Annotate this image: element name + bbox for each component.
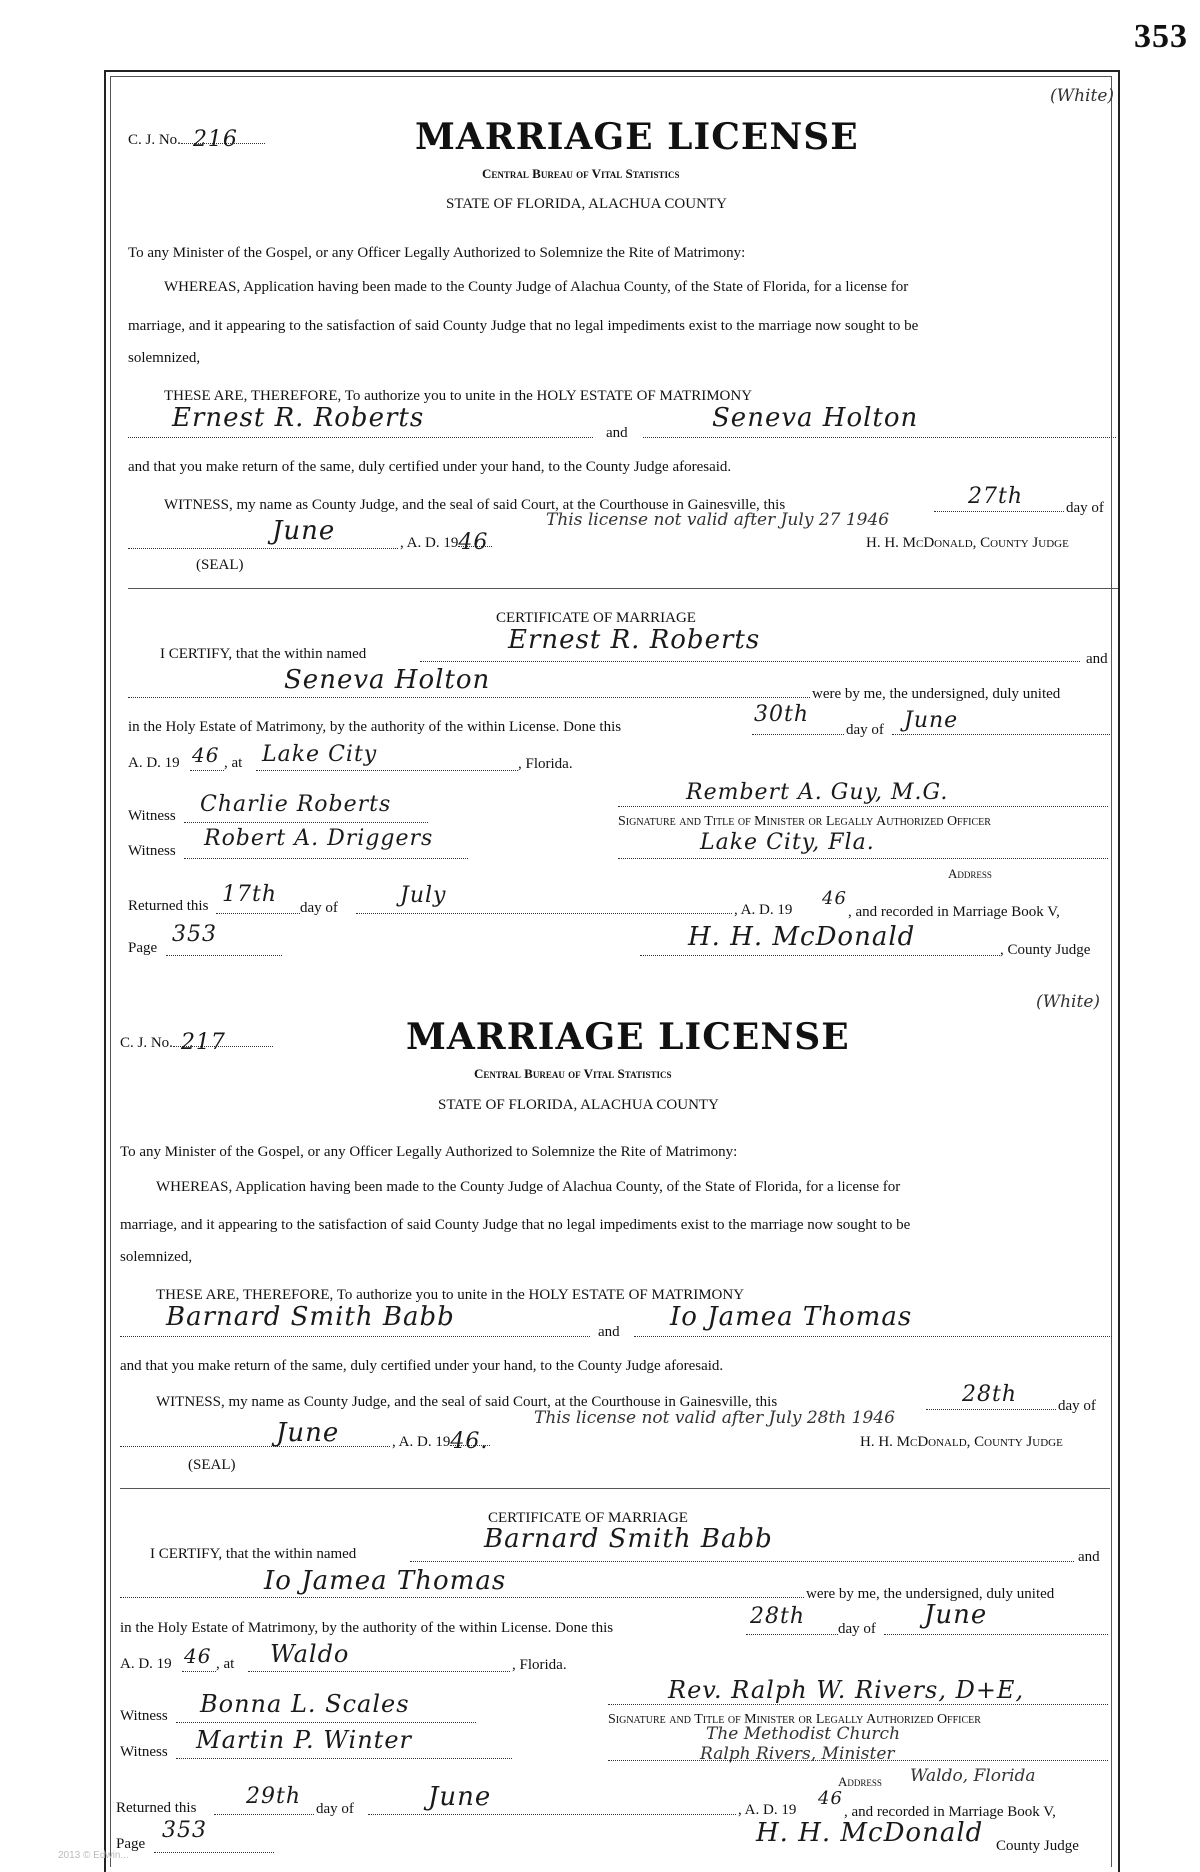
page-label: Page <box>128 940 158 956</box>
cert-bride-name: Seneva Holton <box>284 665 491 695</box>
returned-year: 46 <box>818 1788 843 1809</box>
validity-note: This license not valid after July 27 1946 <box>546 510 890 530</box>
recorded-label: , A. D. 19 <box>734 902 793 918</box>
united-label: were by me, the undersigned, duly united <box>812 686 1061 702</box>
witness-1-name: Bonna L. Scales <box>200 1690 410 1718</box>
officer-address: Waldo, Florida <box>910 1766 1036 1786</box>
judge-signature: H. H. McDonald <box>756 1818 984 1848</box>
judge-signature: H. H. McDonald <box>688 922 916 952</box>
cert-place: Lake City <box>262 742 378 767</box>
florida-label: , Florida. <box>518 756 573 772</box>
returned-month: July <box>400 883 447 908</box>
day-of-label: day of <box>838 1621 876 1637</box>
recorded-tail: , and recorded in Marriage Book V, <box>848 904 1060 920</box>
state-line: STATE OF FLORIDA, ALACHUA COUNTY <box>438 1097 719 1113</box>
whereas-line-1: WHEREAS, Application having been made to the County Judge of Alachua County, of the State of Florida, for a license for <box>164 279 909 295</box>
certify-label: I CERTIFY, that the within named <box>160 646 367 662</box>
returned-month: June <box>428 1782 492 1812</box>
bureau-line: Central Bureau of Vital Statistics <box>474 1066 672 1081</box>
holy-estate-line: in the Holy Estate of Matrimony, by the authority of the within License. Done this <box>128 719 622 735</box>
and-label: and <box>598 1324 620 1340</box>
returned-day-of-label: day of <box>316 1801 354 1817</box>
whereas-line-2: marriage, and it appearing to the satisfaction of said County Judge that no legal impediments exist to the marriage now sought to be <box>120 1217 911 1233</box>
officer-caption: Signature and Title of Minister or Legally Authorized Officer <box>618 814 991 829</box>
witness-label-2: Witness <box>128 843 176 859</box>
page-value: 353 <box>162 1818 207 1843</box>
whereas-line-3: solemnized, <box>128 350 201 366</box>
bureau-line: Central Bureau of Vital Statistics <box>482 166 680 181</box>
address-line: To any Minister of the Gospel, or any Officer Legally Authorized to Solemnize the Rite of Matrimony: <box>128 245 746 261</box>
recorded-label: , A. D. 19 <box>738 1802 797 1818</box>
returned-label: Returned this <box>116 1800 197 1816</box>
officer-signature: Rembert A. Guy, M.G. <box>686 780 949 805</box>
license-year: 46 <box>458 530 489 555</box>
ad-label: , A. D. 19 46. <box>392 1429 489 1454</box>
witness-1-name: Charlie Roberts <box>200 792 392 817</box>
and-label: and <box>606 425 628 441</box>
florida-label: , Florida. <box>512 1657 567 1673</box>
cj-label: C. J. No. <box>128 132 181 148</box>
these-are-line: THESE ARE, THEREFORE, To authorize you to unite in the HOLY ESTATE OF MATRIMONY <box>156 1287 745 1303</box>
cj-number-field <box>120 1030 273 1055</box>
groom-name: Barnard Smith Babb <box>166 1302 455 1332</box>
whereas-line-1: WHEREAS, Application having been made to the County Judge of Alachua County, of the State of Florida, for a license for <box>156 1179 901 1195</box>
page-number: 353 <box>1134 18 1188 55</box>
address-caption: Address <box>948 866 992 881</box>
cert-done-month: June <box>904 708 959 733</box>
cert-groom-name: Ernest R. Roberts <box>508 625 761 655</box>
and-label: and <box>1078 1549 1100 1565</box>
judge-line: H. H. McDonald, County Judge <box>866 535 1069 551</box>
page-label: Page <box>116 1836 146 1852</box>
divider <box>128 588 1118 589</box>
return-line: and that you make return of the same, duly certified under your hand, to the County Judge aforesaid. <box>120 1358 724 1374</box>
returned-year: 46 <box>822 888 847 909</box>
race-note: (White) <box>1050 86 1115 106</box>
officer-signature: Rev. Ralph W. Rivers, D+E, <box>668 1676 1025 1704</box>
certificate-heading: CERTIFICATE OF MARRIAGE <box>496 610 696 626</box>
cert-done-month: June <box>924 1600 988 1630</box>
cert-bride-name: Io Jamea Thomas <box>264 1566 507 1596</box>
at-label: , at <box>216 1656 235 1672</box>
officer-caption: Signature and Title of Minister or Legally Authorized Officer <box>608 1712 981 1727</box>
license-title: MARRIAGE LICENSE <box>415 116 859 158</box>
holy-estate-line: in the Holy Estate of Matrimony, by the authority of the within License. Done this <box>120 1620 614 1636</box>
ad-year-label: A. D. 19 <box>120 1656 172 1672</box>
witness-label-1: Witness <box>128 808 176 824</box>
license-year: 46. <box>450 1429 489 1454</box>
ad-year-label: A. D. 19 <box>128 755 180 771</box>
county-judge-label: , County Judge <box>1000 942 1091 958</box>
cj-number: 217 <box>180 1030 226 1055</box>
groom-name: Ernest R. Roberts <box>172 403 425 433</box>
returned-day: 29th <box>246 1784 302 1809</box>
witness-2-name: Martin P. Winter <box>196 1726 413 1754</box>
county-judge-label: County Judge <box>996 1838 1079 1854</box>
judge-line: H. H. McDonald, County Judge <box>860 1434 1063 1450</box>
address-caption: Address <box>838 1774 882 1789</box>
ad-label: , A. D. 19 46 <box>400 535 492 552</box>
bride-name: Seneva Holton <box>712 403 919 433</box>
at-label: , at <box>224 755 243 771</box>
whereas-line-2: marriage, and it appearing to the satisfaction of said County Judge that no legal impediments exist to the marriage now sought to be <box>128 318 919 334</box>
recorded-tail: , and recorded in Marriage Book V, <box>844 1804 1056 1820</box>
seal-label: (SEAL) <box>188 1457 236 1473</box>
these-are-line: THESE ARE, THEREFORE, To authorize you to unite in the HOLY ESTATE OF MATRIMONY <box>164 388 753 404</box>
witness-2-name: Robert A. Driggers <box>204 826 434 851</box>
cj-number: 216 <box>192 127 238 152</box>
and-label: and <box>1086 651 1108 667</box>
cert-year: 46 <box>192 743 220 767</box>
returned-day-of-label: day of <box>300 900 338 916</box>
witness-text: WITNESS, my name as County Judge, and the seal of said Court, at the Courthouse in Gainesville, this <box>164 497 786 513</box>
officer-church: The Methodist Church <box>706 1724 901 1744</box>
bride-name: Io Jamea Thomas <box>670 1302 913 1332</box>
watermark: 2013 © Edwin... <box>58 1850 129 1861</box>
witness-label-2: Witness <box>120 1744 168 1760</box>
license-month: June <box>276 1418 340 1448</box>
state-line: STATE OF FLORIDA, ALACHUA COUNTY <box>446 196 727 212</box>
license-title: MARRIAGE LICENSE <box>406 1016 850 1058</box>
returned-day: 17th <box>222 882 278 907</box>
cj-number-field <box>128 127 265 152</box>
return-line: and that you make return of the same, duly certified under your hand, to the County Judge aforesaid. <box>128 459 732 475</box>
certificate-heading: CERTIFICATE OF MARRIAGE <box>488 1510 688 1526</box>
validity-note: This license not valid after July 28th 1946 <box>534 1408 895 1428</box>
license-month: June <box>272 516 336 546</box>
address-line: To any Minister of the Gospel, or any Officer Legally Authorized to Solemnize the Rite of Matrimony: <box>120 1144 738 1160</box>
cert-done-day: 28th <box>750 1604 806 1629</box>
day-of-label: day of <box>846 722 884 738</box>
cert-year: 46 <box>184 1644 212 1668</box>
witness-label-1: Witness <box>120 1708 168 1724</box>
returned-label: Returned this <box>128 898 209 914</box>
cj-label: C. J. No. <box>120 1035 173 1051</box>
seal-label: (SEAL) <box>196 557 244 573</box>
officer-minister: Ralph Rivers, Minister <box>700 1744 895 1764</box>
license-day: 27th <box>968 484 1024 509</box>
certify-label: I CERTIFY, that the within named <box>150 1546 357 1562</box>
united-label: were by me, the undersigned, duly united <box>806 1586 1055 1602</box>
cert-groom-name: Barnard Smith Babb <box>484 1524 773 1554</box>
license-day: 28th <box>962 1382 1018 1407</box>
cert-done-day: 30th <box>754 702 810 727</box>
witness-text: WITNESS, my name as County Judge, and the seal of said Court, at the Courthouse in Gainesville, this <box>156 1394 778 1410</box>
day-of-label: day of <box>1058 1398 1096 1414</box>
divider <box>120 1488 1110 1489</box>
cert-place: Waldo <box>270 1640 350 1668</box>
officer-address: Lake City, Fla. <box>700 830 875 855</box>
page-value: 353 <box>172 922 217 947</box>
race-note: (White) <box>1036 992 1101 1012</box>
whereas-line-3: solemnized, <box>120 1249 193 1265</box>
day-of-label: day of <box>1066 500 1104 516</box>
